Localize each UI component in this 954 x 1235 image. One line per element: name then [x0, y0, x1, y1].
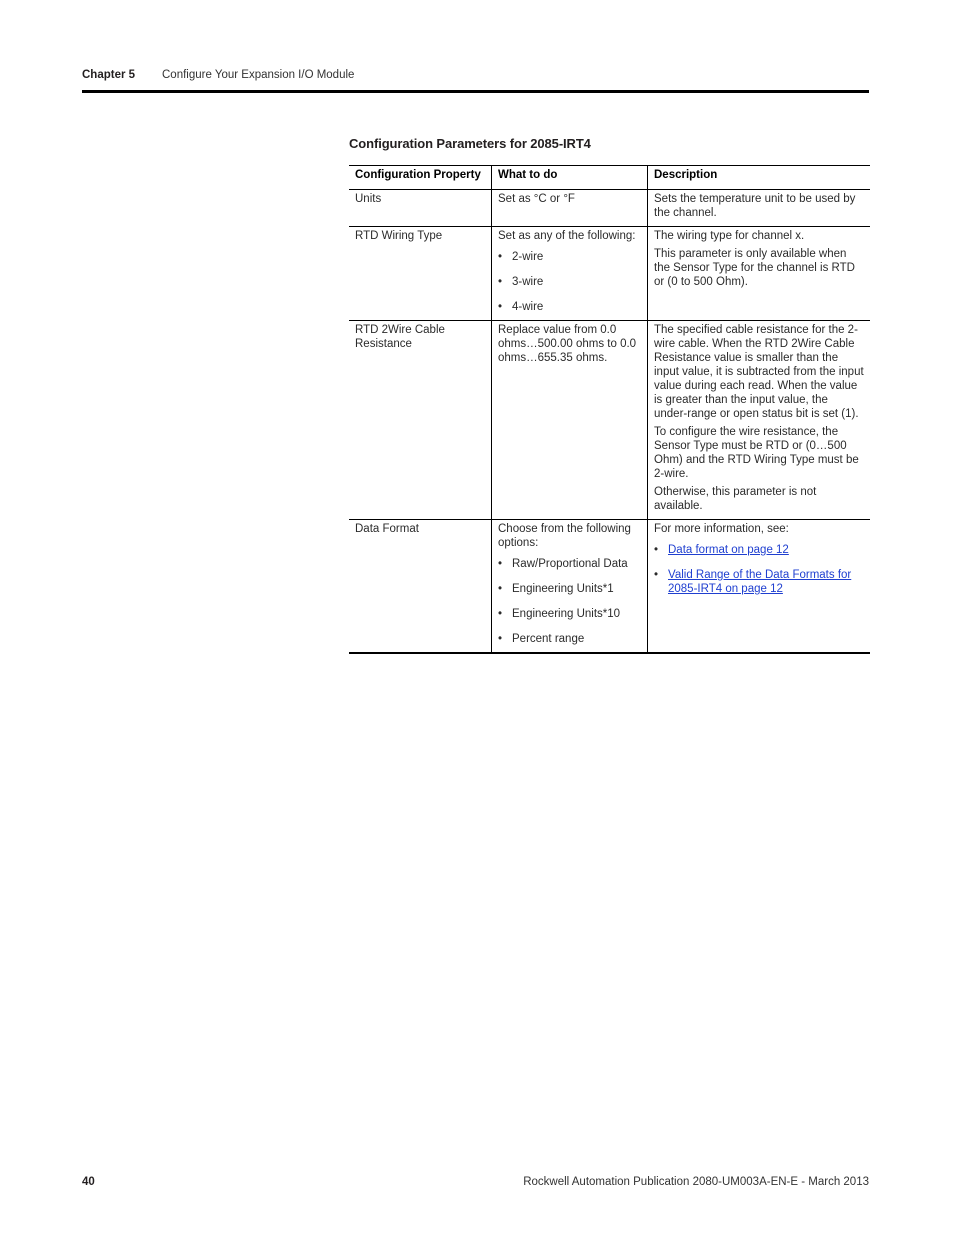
column-header-property: Configuration Property	[355, 169, 481, 181]
list-item: • Engineering Units*10	[498, 608, 621, 620]
description-text: Otherwise, this parameter is not available.	[654, 486, 817, 512]
description-cell	[648, 227, 871, 321]
chapter-title: Configure Your Expansion I/O Module	[162, 69, 355, 81]
list-item: • Valid Range of the Data Formats for 2085-IRT4 on page 12	[654, 569, 852, 595]
list-item: • Engineering Units*1	[498, 583, 614, 595]
list-item: • Data format on page 12	[654, 544, 789, 556]
reference-links-list	[654, 543, 864, 596]
what-to-do-cell: Set as °C or °F	[492, 190, 648, 227]
configuration-parameters-table	[349, 165, 870, 654]
table-title: Configuration Parameters for 2085-IRT4	[349, 136, 591, 151]
table-row	[349, 190, 870, 227]
property-cell: Units	[355, 193, 382, 205]
table-row	[349, 520, 870, 654]
table-row	[349, 227, 870, 321]
chapter-label: Chapter 5	[82, 69, 136, 81]
description-text: Sets the temperature unit to be used by the channel.	[654, 193, 856, 219]
column-header-description: Description	[648, 166, 871, 190]
list-item: • 3-wire	[498, 276, 544, 288]
page-number: 40	[82, 1176, 95, 1188]
list-item: • Raw/Proportional Data	[498, 558, 628, 570]
what-to-do-text: Set as any of the following:	[498, 230, 636, 242]
property-cell: RTD Wiring Type	[355, 230, 443, 242]
what-to-do-cell	[492, 227, 648, 321]
description-text: To configure the wire resistance, the Sensor Type must be RTD or (0…500 Ohm) and the RTD Wiring Type must be 2-wire.	[654, 426, 859, 480]
list-item: • 2-wire	[498, 251, 544, 263]
wiring-options-list	[498, 250, 641, 314]
what-to-do-text: Choose from the following options:	[498, 523, 631, 549]
column-header-what-to-do: What to do	[492, 166, 648, 190]
description-cell	[648, 520, 871, 654]
what-to-do-cell: Replace value from 0.0 ohms…500.00 ohms to 0.0 ohms…655.35 ohms.	[492, 321, 648, 520]
description-cell	[648, 190, 871, 227]
table-row	[349, 321, 870, 520]
data-format-options-list	[498, 557, 641, 646]
publication-info: Rockwell Automation Publication 2080-UM003A-EN-E - March 2013	[523, 1176, 869, 1188]
property-cell: RTD 2Wire Cable Resistance	[355, 324, 445, 350]
data-format-link[interactable]: Data format on page 12	[668, 544, 789, 556]
description-text: This parameter is only available when the Sensor Type for the channel is RTD or (0 to 500 Ohm).	[654, 248, 855, 288]
list-item: • Percent range	[498, 633, 585, 645]
description-text: For more information, see:	[654, 523, 789, 535]
table-header-row	[349, 166, 870, 190]
valid-range-link[interactable]: Valid Range of the Data Formats for 2085-IRT4 on page 12	[668, 569, 852, 595]
property-cell: Data Format	[355, 523, 419, 535]
description-text: The wiring type for channel x.	[654, 230, 805, 242]
description-text: The specified cable resistance for the 2-wire cable. When the RTD 2Wire Cable Resistance value is smaller than the input value, it is subtracted from the input value during each read. When the value is greater than the input value, the under-range or open status bit is set (1).	[654, 324, 864, 420]
description-cell	[648, 321, 871, 520]
page-header	[82, 66, 869, 93]
list-item: • 4-wire	[498, 301, 544, 313]
what-to-do-cell	[492, 520, 648, 654]
